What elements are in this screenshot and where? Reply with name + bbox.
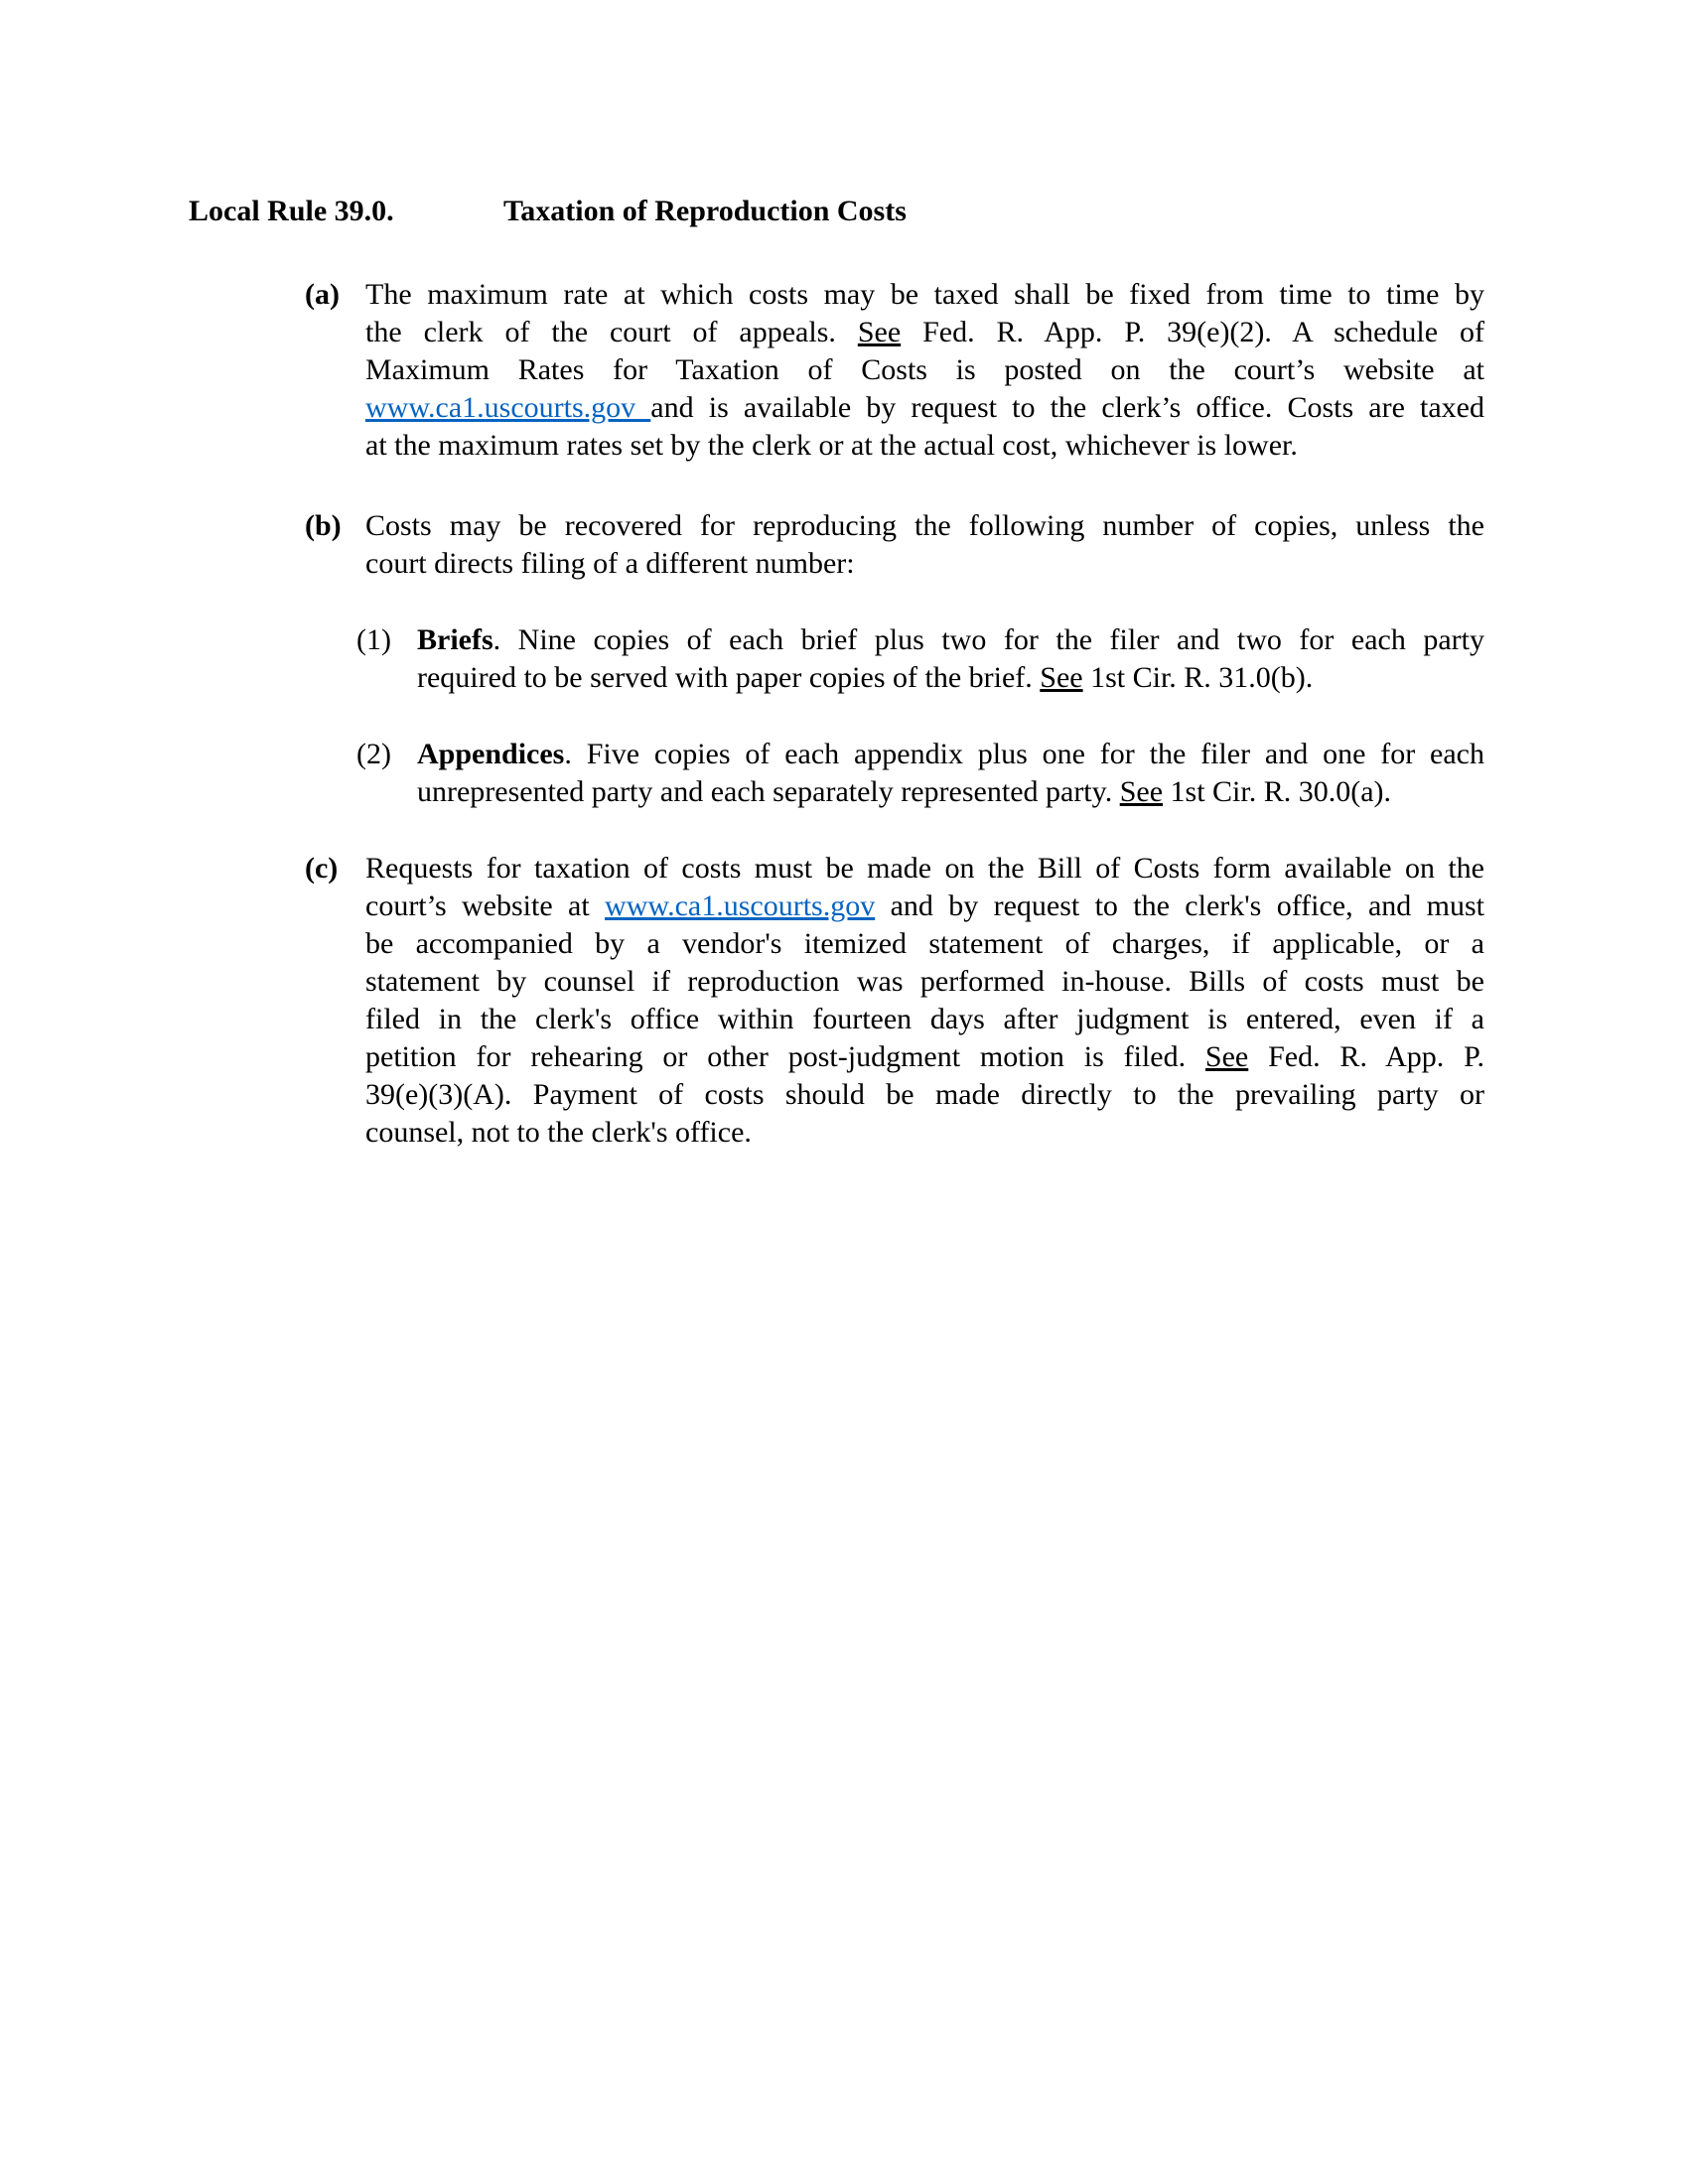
list-item-1-briefs	[356, 621, 1484, 697]
paragraph-marker: (a)	[305, 278, 340, 311]
paragraph-body	[365, 276, 1484, 465]
text-run: 39(e)(3)(A). Payment of costs should be made directly to the prevailing party or	[365, 1078, 1484, 1111]
paragraph-body	[365, 507, 1484, 583]
text-line	[365, 887, 1484, 925]
paragraph-c	[305, 850, 1484, 1152]
text-line	[365, 389, 1484, 427]
text-line	[365, 850, 1484, 887]
text-line	[365, 963, 1484, 1001]
text-line	[417, 621, 1484, 659]
text-run: at the maximum rates set by the clerk or at the actual cost, whichever is lower.	[365, 429, 1298, 462]
underlined-citation: See	[857, 316, 902, 348]
text-run: and is available by request to the clerk’s office. Costs are taxed	[650, 391, 1485, 424]
text-run: and by request to the clerk's office, and must	[875, 889, 1484, 922]
list-item-marker: (2)	[356, 738, 391, 770]
text-line	[365, 1076, 1484, 1114]
text-run: be accompanied by a vendor's itemized statement of charges, if applicable, or a	[365, 927, 1484, 960]
text-run: petition for rehearing or other post-judgment motion is filed.	[365, 1040, 1205, 1073]
text-run: court’s website at	[365, 889, 606, 922]
text-run: Fed. R. App. P. 39(e)(2). A schedule of	[901, 316, 1484, 348]
text-line	[365, 1038, 1484, 1076]
bold-text: Appendices	[417, 738, 565, 770]
hyperlink-www-ca1-uscourts-gov[interactable]: www.ca1.uscourts.gov	[365, 391, 651, 424]
list-item-body	[417, 736, 1484, 811]
text-run: Requests for taxation of costs must be made on the Bill of Costs form available on the	[365, 852, 1484, 885]
text-line	[365, 427, 1484, 465]
text-run: Costs may be recovered for reproducing the following number of copies, unless the	[365, 509, 1484, 542]
text-line	[365, 1114, 1484, 1152]
text-run: 1st Cir. R. 30.0(a).	[1163, 775, 1392, 808]
rule-heading: Taxation of Reproduction Costs	[503, 195, 907, 227]
paragraph-body	[365, 850, 1484, 1152]
paragraph-b	[305, 507, 1484, 583]
paragraph-marker: (b)	[305, 509, 342, 542]
text-run: court directs filing of a different number:	[365, 547, 855, 580]
text-run: the clerk of the court of appeals.	[365, 316, 858, 348]
text-line	[365, 276, 1484, 314]
text-line	[417, 736, 1484, 773]
paragraph-marker: (c)	[305, 852, 339, 885]
text-line	[365, 351, 1484, 389]
text-line	[365, 545, 1484, 583]
text-run: 1st Cir. R. 31.0(b).	[1082, 661, 1314, 694]
underlined-citation: See	[1119, 775, 1164, 808]
text-run: The maximum rate at which costs may be taxed shall be fixed from time to time by	[365, 278, 1484, 311]
underlined-citation: See	[1204, 1040, 1249, 1073]
text-line	[365, 1001, 1484, 1038]
hyperlink-www-ca1-uscourts-gov[interactable]: www.ca1.uscourts.gov	[605, 889, 876, 922]
underlined-citation: See	[1040, 661, 1083, 694]
text-run: statement by counsel if reproduction was performed in-house. Bills of costs must be	[365, 965, 1484, 998]
text-run: filed in the clerk's office within fourteen days after judgment is entered, even if a	[365, 1003, 1484, 1035]
text-run: required to be served with paper copies of the brief.	[417, 661, 1041, 694]
text-run: counsel, not to the clerk's office.	[365, 1116, 752, 1149]
paragraph-a	[305, 276, 1485, 465]
list-item-body	[417, 621, 1484, 697]
rule-title	[189, 193, 907, 230]
text-run: . Five copies of each appendix plus one for the filer and one for each	[564, 738, 1484, 770]
text-run: Fed. R. App. P.	[1248, 1040, 1484, 1073]
text-run: Maximum Rates for Taxation of Costs is posted on the court’s website at	[365, 353, 1484, 386]
text-line	[417, 773, 1484, 811]
list-item-2-appendices	[356, 736, 1484, 811]
text-line	[365, 507, 1484, 545]
text-line	[417, 659, 1484, 697]
text-run: . Nine copies of each brief plus two for the filer and two for each party	[492, 623, 1484, 656]
text-line	[365, 925, 1484, 963]
rule-number: Local Rule 39.0.	[189, 195, 394, 227]
text-line	[365, 314, 1484, 351]
bold-text: Briefs	[417, 623, 493, 656]
text-run: unrepresented party and each separately represented party.	[417, 775, 1120, 808]
list-item-marker: (1)	[356, 623, 391, 656]
